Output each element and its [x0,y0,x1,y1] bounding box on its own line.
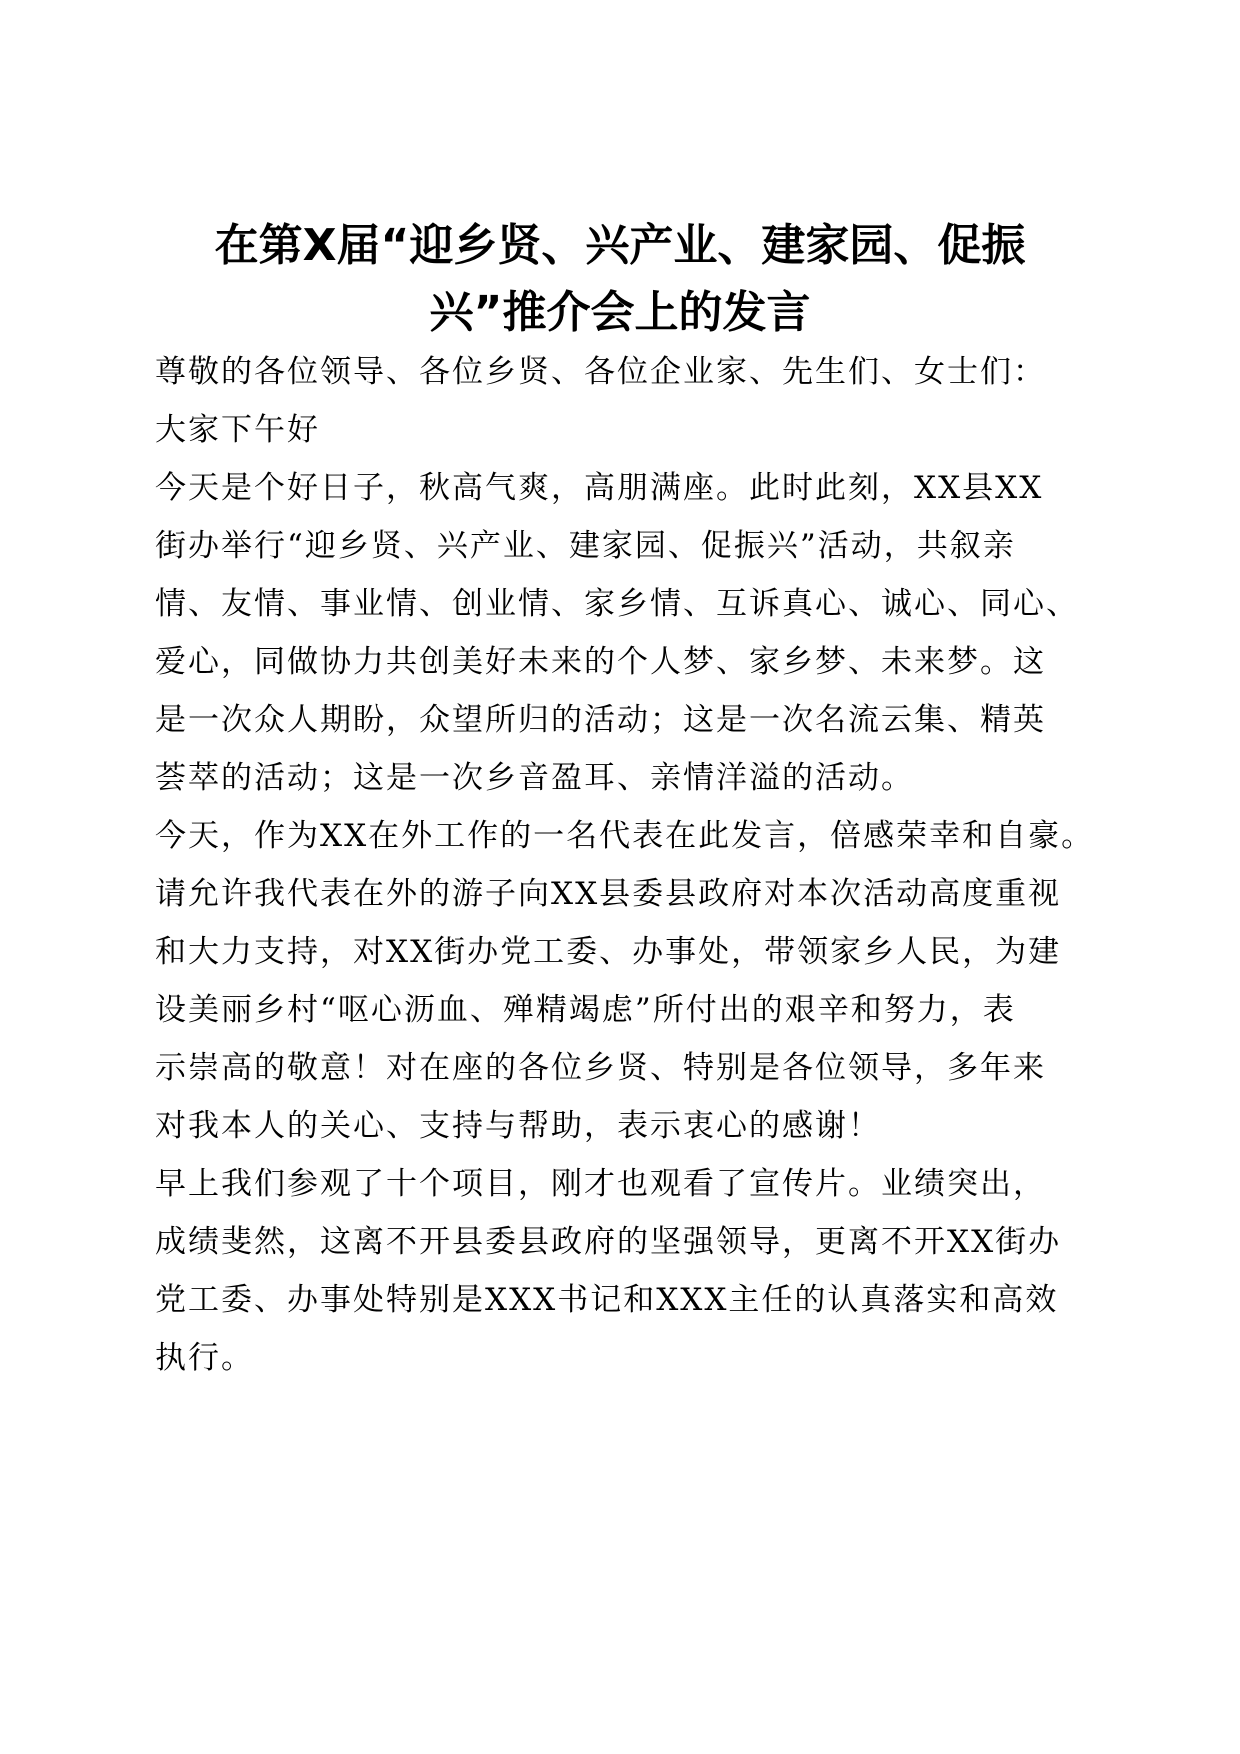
title-line-1: 在第X届“迎乡贤、兴产业、建家园、促振 [214,220,1026,271]
salutation-line: 尊敬的各位领导、各位乡贤、各位企业家、先生们、女士们： [155,354,1046,390]
body-line: 情、友情、事业情、创业情、家乡情、互诉真心、诚心、同心、 [155,586,1079,622]
greeting-line: 大家下午好 [155,412,320,448]
body-line: 请允许我代表在外的游子向XX县委县政府对本次活动高度重视 [155,876,1062,912]
body-line: 街办举行“迎乡贤、兴产业、建家园、促振兴”活动，共叙亲 [155,528,1016,564]
body-line: 早上我们参观了十个项目，刚才也观看了宣传片。业绩突出， [155,1166,1046,1202]
body-line: 爱心，同做协力共创美好未来的个人梦、家乡梦、未来梦。这 [155,644,1046,680]
body-line: 成绩斐然，这离不开县委县政府的坚强领导，更离不开XX街办 [155,1224,1062,1260]
body-line: 执行。 [155,1340,254,1376]
body-line: 荟萃的活动；这是一次乡音盈耳、亲情洋溢的活动。 [155,760,914,796]
body-line: 今天，作为XX在外工作的一名代表在此发言，倍感荣幸和自豪。 [155,818,1095,854]
body-line: 和大力支持，对XX街办党工委、办事处，带领家乡人民，为建 [155,934,1062,970]
body-line: 设美丽乡村“呕心沥血、殚精竭虑”所付出的艰辛和努力，表 [155,992,1016,1028]
body-line: 示崇高的敬意！对在座的各位乡贤、特别是各位领导，多年来 [155,1050,1046,1086]
body-line: 党工委、办事处特别是XXX书记和XXX主任的认真落实和高效 [155,1282,1059,1318]
body-line: 对我本人的关心、支持与帮助，表示衷心的感谢！ [155,1108,881,1144]
body-line: 今天是个好日子，秋高气爽，高朋满座。此时此刻，XX县XX [155,470,1044,506]
body-line: 是一次众人期盼，众望所归的活动；这是一次名流云集、精英 [155,702,1046,738]
title-line-2: 兴”推介会上的发言 [429,287,811,338]
